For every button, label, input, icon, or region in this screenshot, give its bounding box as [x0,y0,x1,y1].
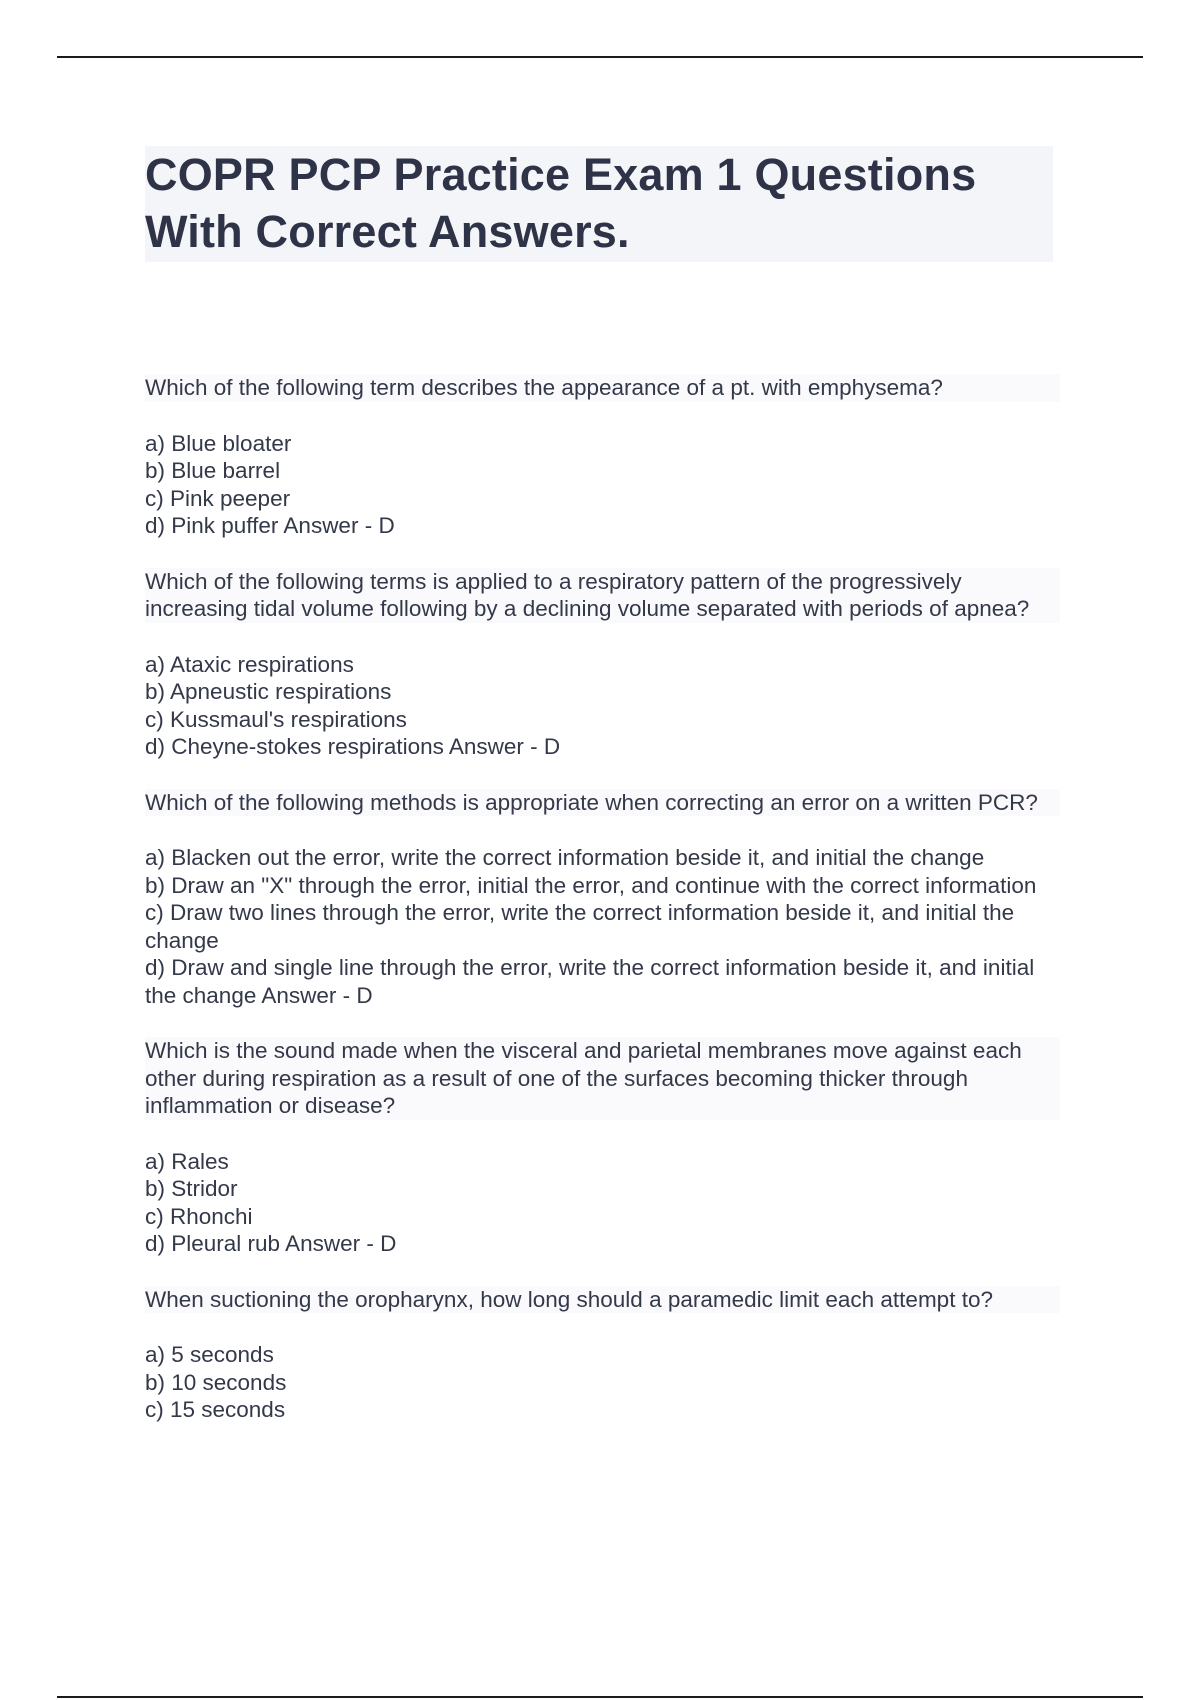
question-text: Which of the following terms is applied to a respiratory pattern of the progressively increasing tidal volume following by a declining volume separated with periods of apnea? [145,568,1060,623]
option-b: b) Draw an "X" through the error, initial the error, and continue with the correct information [145,872,1037,898]
option-list [145,651,1060,761]
option-d: d) Pleural rub Answer - D [145,1231,397,1256]
question-block-2 [145,568,1060,761]
option-c: c) Rhonchi [145,1203,253,1229]
question-block-3 [145,789,1060,1010]
option-c: c) 15 seconds [145,1397,286,1422]
option-c: c) Kussmaul's respirations [145,706,407,732]
option-b: b) Blue barrel [145,458,281,483]
option-b: b) Stridor [145,1176,238,1201]
question-text: When suctioning the oropharynx, how long should a paramedic limit each attempt to? [145,1286,1060,1314]
top-rule [57,56,1143,58]
bottom-rule [57,1696,1143,1698]
option-a: a) Rales [145,1148,229,1174]
question-text: Which of the following term describes the appearance of a pt. with emphysema? [145,374,1060,402]
option-a: a) Blacken out the error, write the correct information beside it, and initial the change [145,845,985,870]
question-text: Which is the sound made when the visceral and parietal membranes move against each other during respiration as a result of one of the surfaces becoming thicker through inflammation or disease? [145,1037,1060,1120]
option-d: d) Draw and single line through the error, write the correct information beside it, and initial the change Answer - D [145,955,1035,1008]
option-list [145,844,1060,1009]
question-list [145,374,1060,1424]
option-b: b) 10 seconds [145,1369,287,1395]
document-title: COPR PCP Practice Exam 1 Questions With Correct Answers. [145,149,977,257]
option-list [145,430,1060,540]
option-d: d) Cheyne-stokes respirations Answer - D [145,734,561,759]
question-block-1 [145,374,1060,540]
question-block-5 [145,1286,1060,1424]
option-list [145,1148,1060,1258]
option-c: c) Draw two lines through the error, write the correct information beside it, and initial the change [145,900,1015,953]
option-c: c) Pink peeper [145,485,291,511]
option-d: d) Pink puffer Answer - D [145,513,395,538]
option-a: a) 5 seconds [145,1342,274,1367]
option-a: a) Ataxic respirations [145,651,354,677]
question-block-4 [145,1037,1060,1258]
question-text: Which of the following methods is appropriate when correcting an error on a written PCR? [145,789,1060,817]
option-b: b) Apneustic respirations [145,679,392,704]
document-page [145,146,1060,1452]
title-box [145,146,1053,262]
option-list [145,1341,1060,1424]
option-a: a) Blue bloater [145,430,292,456]
